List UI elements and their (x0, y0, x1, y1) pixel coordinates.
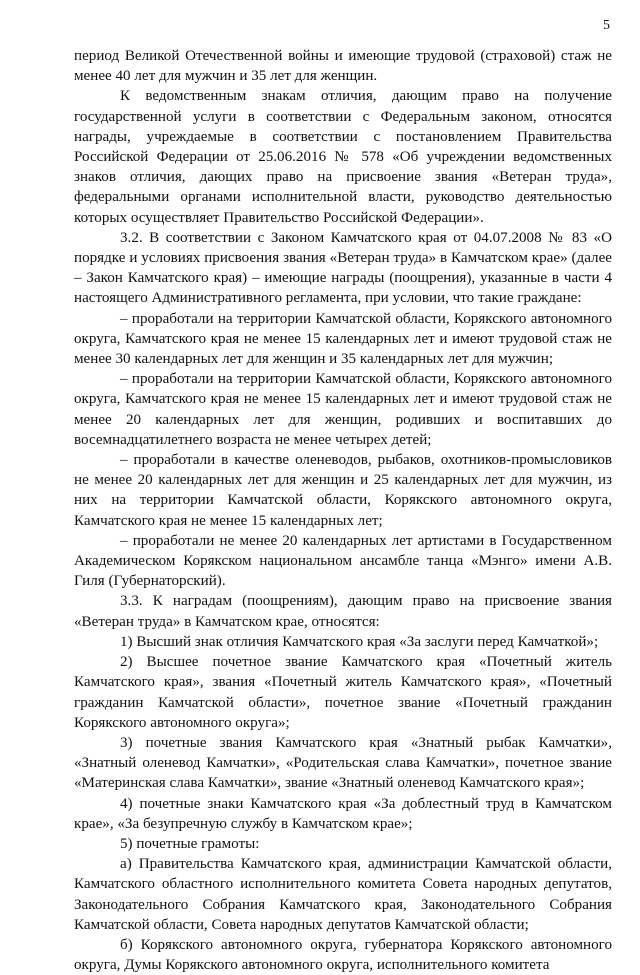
page-number: 5 (603, 18, 610, 33)
paragraph-departmental-awards: К ведомственным знакам отличия, дающим право на получение государственной услуги в соответствии с Федеральным законом, относятся награды, учреждаемые в соответствии с постановлением Правительства Российской Федерации от 25.06.2016 № 578 «Об учреждении ведомственных знаков отличия, дающих право на присвоение звания «Ветеран труда», федеральными органами исполнительной власти, руководство деятельностью которых осуществляет Правительство Российской Федерации». (74, 88, 612, 226)
list-item-award-5: 5) почетные грамоты: (120, 835, 260, 852)
paragraph-continuation: период Великой Отечественной войны и имеющие трудовой (страховой) стаж не менее 40 лет для мужчин и 35 лет для женщин. (74, 48, 612, 85)
list-item-condition-3: – проработали в качестве оленеводов, рыбаков, охотников-промысловиков не менее 20 календарных лет для женщин и 25 календарных лет для мужчин, из них на территории Камчатской области, Корякского автономного округа, Камчатского края не менее 15 календарных лет; (74, 452, 612, 529)
list-item-condition-1: – проработали на территории Камчатской области, Корякского автономного округа, Камчатского края не менее 15 календарных лет и имеют трудовой стаж не менее 30 календарных лет для женщин и 35 календарных лет для мужчин; (74, 310, 612, 368)
list-item-award-1: 1) Высший знак отличия Камчатского края «За заслуги перед Камчаткой»; (120, 633, 599, 650)
sub-item-a: а) Правительства Камчатского края, администрации Камчатской области, Камчатского областного исполнительного комитета Совета народных депутатов, Законодательного Собрания Камчатского края, Законодательного Собрания Камчатской области, Совета народных депутатов Камчатской области; (74, 856, 612, 933)
document-body (74, 46, 612, 975)
list-item-award-3: 3) почетные звания Камчатского края «Знатный рыбак Камчатки», «Знатный оленевод Камчатки», «Родительская слава Камчатки», почетное звание «Материнская слава Камчатки», звание «Знатный оленевод Камчатского края»; (74, 734, 612, 792)
list-item-award-2: 2) Высшее почетное звание Камчатского края «Почетный житель Камчатского края», звания «Почетный житель Камчатского края», «Почетный гражданин Камчатской области», почетное звание «Почетный гражданин Корякского автономного округа»; (74, 654, 612, 731)
list-item-award-4: 4) почетные знаки Камчатского края «За доблестный труд в Камчатском крае», «За безупречную службу в Камчатском крае»; (74, 795, 612, 832)
list-item-condition-4: – проработали не менее 20 календарных лет артистами в Государственном Академическом Корякском национальном ансамбле танца «Мэнго» имени А.В. Гиля (Губернаторский). (74, 532, 612, 590)
list-item-condition-2: – проработали на территории Камчатской области, Корякского автономного округа, Камчатского края не менее 15 календарных лет и имеют трудовой стаж не менее 20 календарных лет для женщин, родивших и воспитавших до восемнадцатилетнего возраста не менее четырех детей; (74, 371, 612, 448)
sub-item-b: б) Корякского автономного округа, губернатора Корякского автономного округа, Думы Корякского автономного округа, исполнительного комитета (74, 936, 612, 974)
paragraph-section-3-3: 3.3. К наградам (поощрениям), дающим право на присвоение звания «Ветеран труда» в Камчатском крае, относятся: (74, 593, 612, 630)
paragraph-section-3-2: 3.2. В соответствии с Законом Камчатского края от 04.07.2008 № 83 «О порядке и условиях присвоения звания «Ветеран труда» в Камчатском крае» (далее – Закон Камчатского края) – имеющие награды (поощрения), указанные в части 4 настоящего Административного регламента, при условии, что такие граждане: (74, 229, 612, 307)
